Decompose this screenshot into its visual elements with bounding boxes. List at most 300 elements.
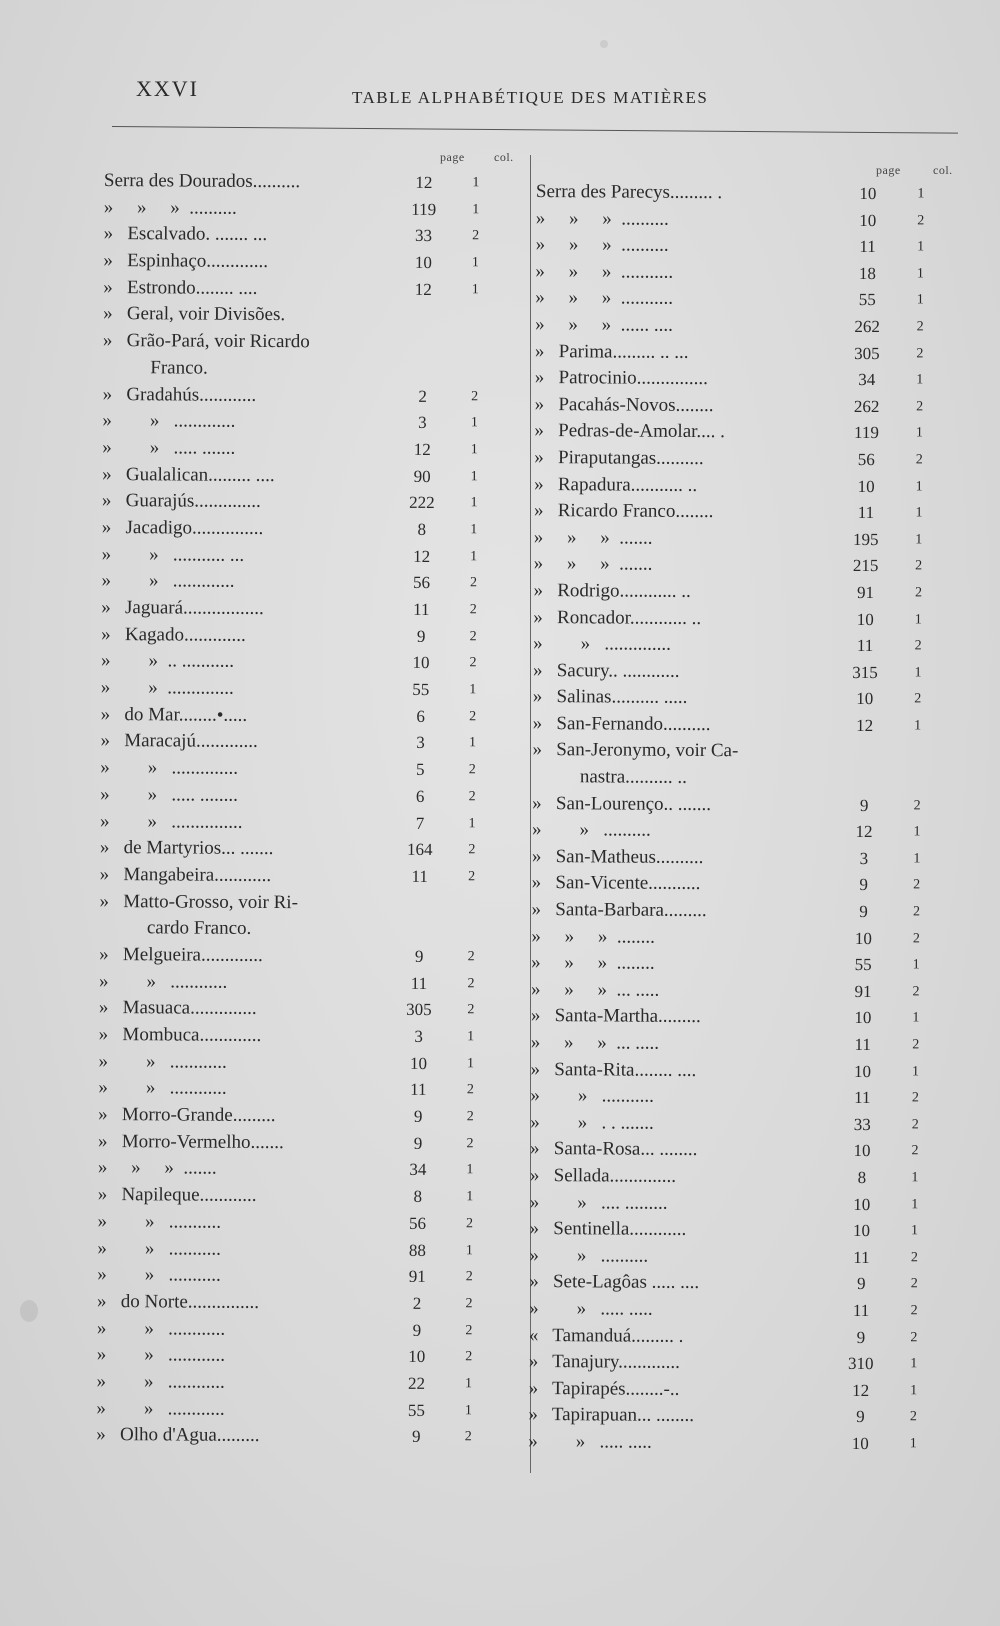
entry-page-number: 11 [859,237,876,257]
entry-label: » Tapirapuan... ........ [528,1404,695,1427]
entry-label: » » .......... [529,1244,649,1267]
entry-column-number: 2 [910,1250,918,1266]
entry-column-number: 2 [467,975,475,991]
entry-page-number: 195 [852,529,879,549]
entry-label: » » » ...... .... [535,313,673,336]
entry-label: » » » ........ [531,952,655,974]
index-entry [533,658,958,687]
entry-column-number: 1 [909,1436,917,1452]
entry-column-number: 2 [466,1109,474,1125]
entry-label: » San-Matheus.......... [531,845,704,868]
entry-label: » » .... ......... [529,1191,668,1214]
entry-column-number: 1 [912,1063,920,1079]
entry-column-number: 2 [916,399,924,415]
entry-label: » Jacadigo............... [101,516,264,539]
index-entry [535,285,960,314]
index-entry [529,1349,954,1378]
entry-column-number: 2 [465,1296,473,1312]
entry-column-number: 2 [468,762,476,778]
entry-label: » Tanajury............. [528,1351,681,1374]
entry-page-number: 8 [417,519,427,539]
entry-page-number: 164 [407,840,433,860]
entry-page-number: 33 [853,1114,871,1134]
entry-column-number: 1 [467,1029,475,1045]
index-entry [534,418,959,447]
entry-page-number: 10 [853,1141,871,1161]
index-entry [536,232,961,261]
entry-page-number: 11 [410,973,428,993]
index-entry [529,1376,954,1405]
entry-page-number: 11 [410,1080,427,1100]
entry-page-number: 262 [853,396,880,416]
index-entry [534,498,959,527]
entry-column-number: 1 [916,266,924,282]
entry-label: » » » ....... [97,1157,217,1180]
entry-label: » Piraputangas.......... [534,446,704,469]
entry-label: » » » ... ..... [530,978,660,1001]
entry-column-number: 2 [913,797,921,814]
entry-label: » Morro-Grande......... [98,1104,276,1127]
index-entry [99,889,524,918]
index-entry [530,1136,955,1165]
index-entry [97,1316,522,1345]
entry-page-number: 10 [854,928,872,948]
entry-column-number: 1 [916,292,924,308]
entry-page-number: 3 [859,848,869,868]
entry-label: » San-Lourenço.. ....... [532,792,712,815]
entry-column-number: 2 [910,1329,918,1345]
entry-column-number: 1 [913,851,921,867]
entry-label: » » ............... [99,810,243,833]
entry-column-number: 2 [469,708,477,725]
entry-column-number: 2 [912,984,920,1000]
entry-column-number: 1 [470,495,478,511]
entry-column-number: 2 [913,877,921,893]
entry-page-number: 11 [856,636,874,656]
index-entry [535,312,960,341]
index-entry [100,728,525,757]
left-col-header: col. [494,150,514,164]
entry-label: » » . . ....... [530,1111,654,1134]
entry-page-number: 6 [416,706,425,726]
index-entry [532,817,957,846]
index-entry [96,1422,521,1451]
entry-column-number: 2 [914,691,922,707]
entry-page-number: 9 [414,946,424,966]
entry-page-number: 310 [847,1354,874,1374]
entry-column-number: 1 [912,1010,920,1026]
entry-page-number: 11 [411,866,428,886]
index-entry [532,791,957,820]
entry-page-number: 11 [854,1034,871,1055]
entry-label: » » .............. [100,757,239,779]
entry-label: » Rodrigo............ .. [533,579,691,602]
entry-column-number: 1 [468,735,477,751]
index-entry [532,870,957,899]
index-entry [533,684,958,713]
entry-column-number: 2 [469,655,477,671]
index-entry [531,1030,956,1059]
entry-column-number: 1 [913,824,921,840]
entry-column-number: 2 [465,1269,473,1285]
entry-label: » » » ........... [535,260,674,283]
entry-page-number: 91 [408,1267,426,1287]
entry-page-number: 34 [409,1160,427,1180]
entry-column-number: 1 [916,372,924,388]
entry-label: » Parima......... .. ... [534,340,689,363]
entry-page-number: 9 [859,902,868,922]
index-entry [99,1022,524,1051]
entry-label: » Escalvado. ....... ... [103,223,268,246]
entry-page-number: 2 [412,1293,422,1313]
entry-label: » » .......... [531,819,651,841]
entry-label: Franco. [102,356,208,379]
entry-page-number: 12 [413,439,431,459]
index-entry [535,259,960,288]
entry-page-number: 8 [413,1187,423,1207]
entry-page-number: 55 [407,1400,425,1420]
entry-column-number: 1 [466,1189,474,1205]
entry-page-number: 7 [415,813,425,833]
right-page-header: page [876,163,901,177]
entry-column-number: 2 [466,1216,474,1232]
entry-column-number: 2 [468,842,476,858]
entry-page-number: 12 [413,546,431,566]
entry-column-number: 2 [911,1117,919,1133]
entry-column-number: 2 [467,949,475,965]
entry-column-number: 2 [469,575,478,591]
entry-label: » Patrocinio............... [534,367,708,390]
left-page-header: page [440,150,465,164]
entry-page-number: 55 [858,290,876,310]
entry-label: » » ..... ..... [528,1430,652,1453]
entry-page-number: 305 [854,343,880,363]
entry-label: » Santa-Rosa... ........ [530,1138,698,1161]
entry-page-number: 9 [411,1427,421,1447]
entry-label: » Guarajús.............. [101,490,261,513]
entry-page-number: 56 [409,1213,427,1233]
entry-column-number: 2 [465,1349,473,1365]
entry-page-number: 10 [859,183,877,204]
entry-page-number: 9 [859,795,869,815]
entry-column-number: 2 [471,388,479,404]
index-entry [102,462,527,491]
entry-label: » Gradahús............ [102,383,257,406]
entry-label: » Santa-Martha......... [530,1005,701,1028]
entry-column-number: 1 [915,505,923,521]
index-entry [98,1182,523,1211]
entry-label: » » .............. [533,633,671,655]
entry-page-number: 119 [411,199,437,219]
entry-column-number: 2 [469,628,477,644]
entry-label: » » ............ [96,1370,225,1393]
index-entry [530,1163,955,1192]
entry-column-number: 2 [912,1037,920,1053]
entry-label: » San-Jeronymo, voir Ca- [532,739,739,762]
entry-label: » Sacury.. ............ [532,659,680,682]
entry-page-number: 10 [854,1008,872,1028]
entry-page-number: 10 [857,476,875,496]
entry-page-number: 9 [413,1133,423,1153]
index-column-left [96,168,529,1452]
index-entry [534,551,959,580]
index-entry [535,392,960,421]
entry-page-number: 11 [853,1247,870,1267]
index-entry [98,1155,523,1184]
index-entry [99,942,524,971]
index-entry [104,195,529,224]
entry-label: » Olho d'Agua......... [96,1424,260,1447]
entry-page-number: 10 [414,252,432,273]
index-entry [100,808,525,837]
index-entry [101,702,526,731]
entry-column-number: 2 [466,1135,474,1152]
index-entry [101,568,526,597]
entry-label: » » ............ [98,1050,227,1073]
entry-label: » Pedras-de-Amolar.... . [534,420,726,443]
entry-column-number: 2 [917,212,925,228]
index-entry [102,435,527,464]
entry-label: » Santa-Rita........ .... [530,1058,697,1081]
entry-label: » » ........... [530,1085,654,1107]
index-entry [97,1209,522,1238]
entry-page-number: 12 [856,715,874,735]
entry-page-number: 9 [416,626,426,646]
entry-label: » Pacahás-Novos........ [534,393,714,416]
entry-page-number: 10 [408,1347,426,1367]
index-entry [103,328,528,357]
entry-column-number: 1 [472,175,480,191]
paper-stain [20,1300,38,1322]
entry-label: cardo Franco. [99,917,252,940]
entry-label: » Mangabeira............ [99,863,272,886]
index-entry [99,915,524,944]
entry-column-number: 2 [916,319,924,335]
entry-column-number: 1 [465,1242,473,1258]
entry-page-number: 215 [852,556,879,576]
entry-page-number: 10 [856,689,874,709]
entry-page-number: 10 [851,1433,869,1453]
entry-label: » Rapadura........... .. [534,473,698,496]
entry-page-number: 11 [857,503,875,523]
index-entry [529,1296,954,1325]
entry-label: » » ............. [102,410,236,432]
entry-column-number: 1 [911,1170,919,1186]
entry-column-number: 1 [469,682,477,698]
index-entry [529,1243,954,1272]
page-title: TABLE ALPHABÉTIQUE DES MATIÈRES [352,88,709,107]
entry-column-number: 2 [466,1082,474,1098]
index-entry [531,897,956,926]
entry-column-number: 1 [917,239,925,255]
entry-label: » » .............. [100,677,234,699]
entry-column-number: 2 [912,904,921,920]
entry-label: » » ........... [97,1237,221,1260]
entry-page-number: 9 [856,1327,866,1347]
entry-column-number: 1 [470,548,478,564]
entry-page-number: 10 [409,1053,428,1073]
index-entry [535,339,960,368]
index-entry [530,1216,955,1245]
entry-page-number: 22 [408,1373,426,1393]
index-entry [102,542,527,571]
index-entry [103,381,528,410]
index-entry [98,1129,523,1158]
entry-column-number: 1 [915,425,924,441]
entry-label: » » ............ [96,1344,226,1367]
entry-label: » » » .......... [535,234,669,256]
entry-page-number: 315 [852,662,878,682]
index-entry [103,355,528,384]
entry-label: » » ............. [101,570,235,593]
entry-column-number: 1 [911,1223,919,1239]
entry-column-number: 1 [915,532,923,548]
entry-column-number: 1 [470,442,478,458]
entry-label: » » ........... [97,1264,221,1286]
entry-label: » » .. ........... [100,650,235,673]
entry-page-number: 2 [418,386,427,406]
entry-label: nastra.......... .. [532,766,688,788]
entry-page-number: 9 [856,1274,866,1294]
entry-label: » Mombuca............. [98,1023,262,1046]
index-entry [529,1269,954,1298]
entry-page-number: 3 [414,1026,424,1046]
entry-label: » Santa-Barbara......... [531,899,707,922]
entry-column-number: 2 [914,585,923,601]
index-entry [532,764,957,793]
entry-column-number: 1 [470,468,478,484]
index-entry [531,977,956,1006]
index-entry [531,1003,956,1032]
index-entry [103,275,528,304]
entry-label: » Grão-Pará, voir Ricardo [102,330,310,353]
entry-label: » Sellada.............. [529,1164,677,1187]
entry-page-number: 10 [412,653,430,673]
entry-column-number: 1 [914,718,922,734]
entry-label: » Kagado............. [101,623,246,646]
index-entry [98,1049,523,1078]
entry-column-number: 1 [465,1376,473,1392]
entry-page-number: 9 [856,1407,865,1427]
entry-label: » » » ... ..... [530,1031,660,1054]
entry-column-number: 2 [914,638,922,654]
entry-column-number: 2 [469,602,477,618]
index-entry [97,1342,522,1371]
entry-label: » » ..... ....... [102,436,236,459]
entry-page-number: 34 [858,370,876,390]
index-entry [100,755,525,784]
index-entry [536,179,961,208]
entry-label: » Matto-Grosso, voir Ri- [99,890,299,913]
paper-stain [600,40,608,48]
entry-column-number: 1 [914,665,922,681]
index-entry [102,515,527,544]
entry-page-number: 55 [412,679,430,700]
entry-column-number: 2 [915,452,923,468]
entry-column-number: 2 [910,1276,918,1292]
entry-column-number: 1 [914,611,922,627]
entry-page-number: 55 [854,955,872,975]
entry-column-number: 1 [470,415,478,431]
entry-column-number: 2 [911,1143,919,1159]
entry-page-number: 9 [859,875,869,895]
entry-label: » » ............ [96,1397,225,1420]
index-entry [98,1102,523,1131]
entry-page-number: 33 [415,226,433,246]
entry-column-number: 1 [470,522,478,538]
entry-label: » » ............ [98,1077,227,1100]
entry-label: » do Norte............... [97,1290,260,1313]
entry-page-number: 12 [414,279,432,299]
index-entry [531,950,956,979]
entry-label: » » » ....... [533,526,653,549]
index-entry [534,525,959,554]
index-entry [97,1262,522,1291]
index-entry [103,301,528,330]
entry-column-number: 1 [910,1356,918,1372]
index-entry [101,648,526,677]
entry-column-number: 2 [464,1429,472,1445]
entry-column-number: 1 [464,1402,472,1418]
right-col-header: col. [933,163,953,177]
index-entry [530,1057,955,1086]
entry-column-number: 1 [468,815,476,831]
index-entry [533,604,958,633]
entry-column-number: 1 [466,1055,475,1071]
entry-column-number: 2 [467,1002,475,1018]
index-entry [533,711,958,740]
entry-label: Serra des Parecys......... . [535,180,723,204]
index-entry [97,1289,522,1318]
entry-label: » do Mar........•..... [100,703,248,726]
entry-page-number: 10 [853,1221,871,1241]
index-entry [532,844,957,873]
entry-label: » » ........... [97,1210,222,1233]
index-entry [529,1323,954,1352]
entry-label: » Geral, voir Divisões. [103,303,286,326]
entry-page-number: 12 [415,172,433,193]
entry-label: » Sentinella............ [529,1218,687,1241]
index-entry [533,578,958,607]
entry-label: « Tamanduá......... . [528,1324,684,1347]
entry-page-number: 9 [413,1106,423,1127]
entry-column-number: 2 [468,789,476,805]
entry-column-number: 1 [912,957,920,973]
entry-column-number: 1 [471,281,479,298]
entry-page-number: 56 [857,449,875,470]
entry-label: » Sete-Lagôas ..... .... [529,1271,700,1294]
index-entry [97,1369,522,1398]
index-entry [104,221,529,250]
entry-label: » » ............ [98,970,228,993]
entry-label: » » » ....... [533,553,653,576]
entry-label: » de Martyrios... ....... [99,837,274,860]
index-entry [100,835,525,864]
entry-page-number: 12 [852,1380,870,1400]
entry-column-number: 2 [915,558,923,574]
entry-page-number: 9 [412,1320,422,1340]
entry-column-number: 1 [471,255,479,271]
entry-page-number: 91 [856,582,875,602]
entry-column-number: 1 [910,1383,918,1399]
entry-column-number: 2 [468,869,476,885]
entry-label: » Espinhaço............. [103,250,269,273]
entry-page-number: 10 [859,210,877,230]
entry-label: » Estrondo........ .... [103,276,258,299]
entry-label: » » ..... ..... [529,1297,653,1320]
entry-label: » » » ........ [531,925,655,948]
index-entry [533,631,958,660]
